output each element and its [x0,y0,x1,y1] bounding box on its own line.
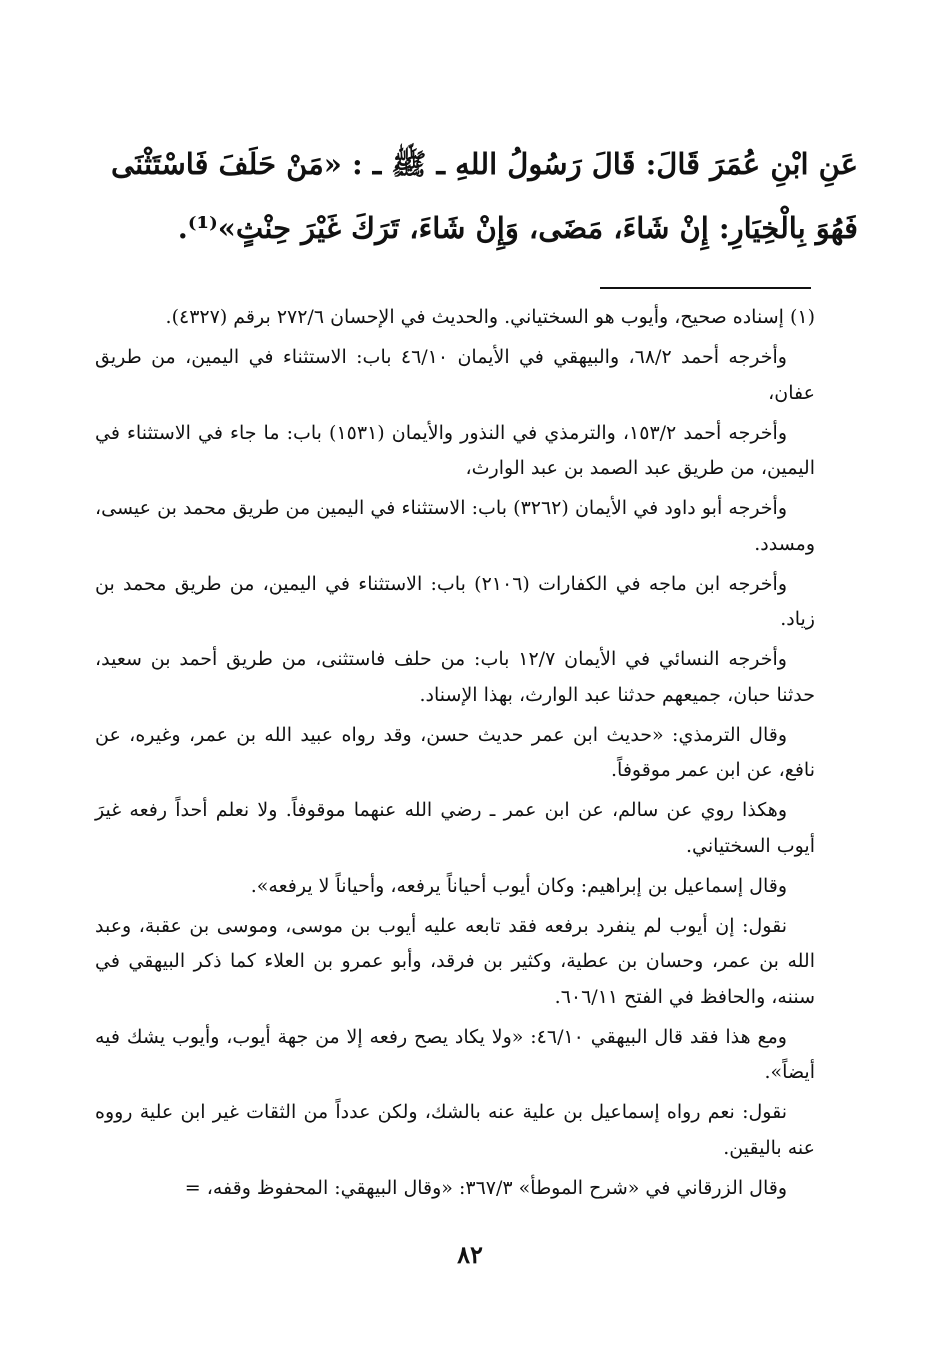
footnote-paragraph: وقال الزرقاني في «شرح الموطأ» ٣٦٧/٣: «وقال البيهقي: المحفوظ وقفه، = [184,1176,787,1199]
footnote-paragraph: نقول: نعم رواه إسماعيل بن علية عنه بالشك، ولكن عدداً من الثقات غير ابن علية رووه عنه باليقين. [95,1101,815,1159]
footnote-paragraph: (١) إسناده صحيح، وأيوب هو السختياني. والحديث في الإحسان ٢٧٢/٦ برقم (٤٣٢٧). [165,306,815,328]
footnote-paragraph: وأخرجه أحمد ١٥٣/٢، والترمذي في النذور والأيمان (١٥٣١) باب: ما جاء في الاستثناء في اليمين، من طريق عبد الصمد بن عبد الوارث، [95,421,815,479]
hadith-line-2: فَهُوَ بِالْخِيَارِ: إِنْ شَاءَ، مَضَى، وَإِنْ شَاءَ، تَرَكَ غَيْرَ حِنْثٍ»⁽¹⁾. [177,211,858,245]
footnote-paragraph: وقال إسماعيل بن إبراهيم: وكان أيوب أحياناً يرفعه، وأحياناً لا يرفعه». [250,874,787,897]
footnotes [95,300,815,1211]
footnote-paragraph: وأخرجه ابن ماجه في الكفارات (٢١٠٦) باب: الاستثناء في اليمين، من طريق محمد بن زياد. [95,572,815,630]
footnote-paragraph: وأخرجه النسائي في الأيمان ١٢/٧ باب: من حلف فاستثنى، من طريق أحمد بن سعيد، حدثنا حبان، جميعهم حدثنا عبد الوارث، بهذا الإسناد. [95,648,815,706]
footnote-paragraph: وقال الترمذي: «حديث ابن عمر حديث حسن، وقد رواه عبيد الله بن عمر، وغيره، عن نافع، عن ابن عمر موقوفاً. [95,723,815,781]
footnote-separator [600,287,811,289]
footnote-paragraph: نقول: إن أيوب لم ينفرد برفعه فقد تابعه عليه أيوب بن موسى، وموسى بن عقبة، وعبد الله بن عمر، وحسان بن عطية، وكثير بن فرقد، وأبو عمرو بن العلاء كما ذكر البيهقي في سننه، والحافظ في الفتح ٦٠٦/١١. [95,914,815,1008]
footnote-paragraph: وأخرجه أبو داود في الأيمان (٣٢٦٢) باب: الاستثناء في اليمين من طريق محمد بن عيسى، ومسدد. [95,497,815,555]
footnote-paragraph: وأخرجه أحمد ٦٨/٢، والبيهقي في الأيمان ٤٦/١٠ باب: الاستثناء في اليمين، من طريق عفان، [95,346,815,404]
page-number: ٨٢ [457,1240,483,1269]
footnote-paragraph: وهكذا روي عن سالم، عن ابن عمر ـ رضي الله عنهما موقوفاً. ولا نعلم أحداً رفعه غيرَ أيوب السختياني. [95,799,815,857]
hadith-line-1: عَنِ ابْنِ عُمَرَ قَالَ: قَالَ رَسُولُ اللهِ ـ ﷺ ـ : «مَنْ حَلَفَ فَاسْتَثْنَى [111,147,858,181]
hadith-text [90,132,858,260]
footnote-paragraph: ومع هذا فقد قال البيهقي ٤٦/١٠: «ولا يكاد يصح رفعه إلا من جهة أيوب، وأيوب يشك فيه أيضاً». [95,1025,815,1083]
